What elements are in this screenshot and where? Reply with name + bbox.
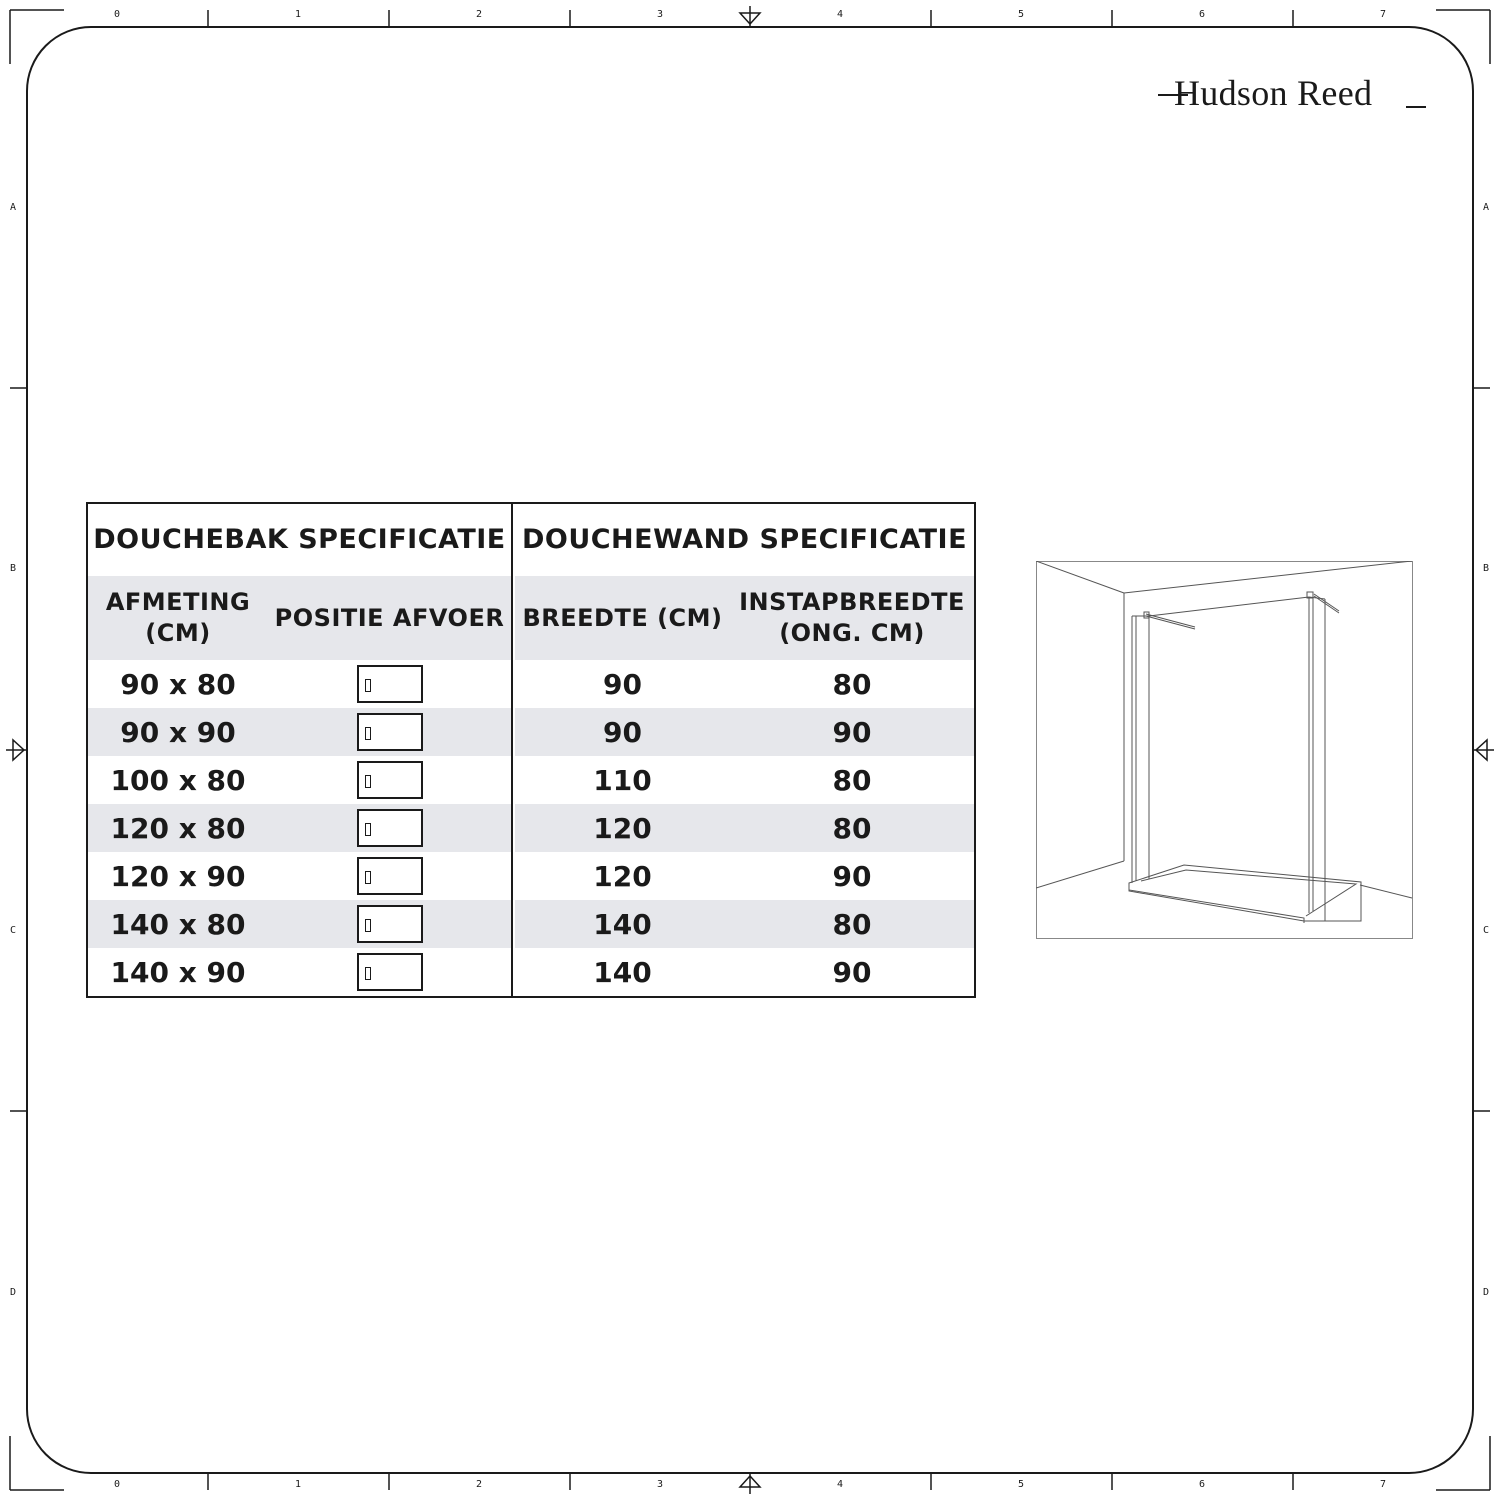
drain-position-icon <box>357 857 423 895</box>
shower-tray-spec-panel <box>88 504 513 996</box>
entry-width: 90 <box>832 955 872 989</box>
drain-position-icon <box>357 665 423 703</box>
entry-width: 80 <box>832 667 872 701</box>
table-row <box>88 852 511 900</box>
shower-tray-header-row <box>88 576 511 660</box>
entry-width: 80 <box>832 763 872 797</box>
table-row <box>515 804 974 852</box>
column-label-top: 5 <box>1018 9 1025 20</box>
tray-size: 120 x 80 <box>110 811 246 845</box>
drain-position-cell <box>268 756 511 804</box>
shower-wall-header-row <box>515 576 974 660</box>
brand-logo <box>1158 70 1428 116</box>
shower-wall-spec-title: DOUCHEWAND SPECIFICATIE <box>521 523 968 555</box>
brand-name: Hudson Reed <box>1174 73 1373 113</box>
column-label-bottom: 3 <box>657 1479 664 1490</box>
column-label-bottom: 6 <box>1199 1479 1206 1490</box>
tray-size: 140 x 80 <box>110 907 246 941</box>
table-row <box>88 756 511 804</box>
tray-size: 90 x 80 <box>120 667 236 701</box>
table-row <box>515 708 974 756</box>
table-row <box>515 756 974 804</box>
table-row <box>88 804 511 852</box>
table-row <box>88 900 511 948</box>
wall-width: 140 <box>593 955 652 989</box>
column-label-top: 3 <box>657 9 664 20</box>
entry-width: 80 <box>832 907 872 941</box>
row-label-left: B <box>10 563 17 574</box>
drain-position-icon <box>357 809 423 847</box>
walk-in-shower-enclosure-drawing <box>1036 561 1413 939</box>
shower-tray-spec-title: DOUCHEBAK SPECIFICATIE <box>93 523 506 555</box>
row-label-left: C <box>10 925 17 936</box>
row-label-right: D <box>1483 1287 1490 1298</box>
tray-size: 120 x 90 <box>110 859 246 893</box>
table-row <box>515 900 974 948</box>
entry-width: 90 <box>832 715 872 749</box>
row-label-right: B <box>1483 563 1490 574</box>
drain-position-icon <box>357 713 423 751</box>
drain-position-cell <box>268 948 511 996</box>
row-label-right: C <box>1483 925 1490 936</box>
drain-position-icon <box>357 905 423 943</box>
table-row <box>88 660 511 708</box>
column-label-bottom: 4 <box>837 1479 844 1490</box>
table-row <box>515 948 974 996</box>
wall-width: 90 <box>603 667 642 701</box>
shower-wall-spec-panel <box>515 504 974 996</box>
wall-width: 90 <box>603 715 642 749</box>
table-row <box>88 948 511 996</box>
column-label-bottom: 2 <box>476 1479 483 1490</box>
wall-width: 120 <box>593 859 652 893</box>
logo-rule-right <box>1406 106 1426 108</box>
wall-width: 110 <box>593 763 652 797</box>
tray-size: 90 x 90 <box>120 715 236 749</box>
column-label-bottom: 0 <box>114 1479 121 1490</box>
entry-width: 80 <box>832 811 872 845</box>
shower-wall-rows <box>515 660 974 996</box>
specification-table <box>86 502 976 998</box>
drain-position-icon <box>357 761 423 799</box>
table-row <box>88 708 511 756</box>
row-label-right: A <box>1483 202 1490 213</box>
column-label-bottom: 7 <box>1380 1479 1387 1490</box>
column-label-top: 4 <box>837 9 844 20</box>
drain-position-cell <box>268 804 511 852</box>
row-label-left: D <box>10 1287 17 1298</box>
shower-tray-rows <box>88 660 511 996</box>
drain-position-icon <box>357 953 423 991</box>
drain-position-cell <box>268 660 511 708</box>
header-dimensions: AFMETING (CM) <box>105 588 251 647</box>
header-entry-width: INSTAPBREEDTE (ONG. CM) <box>739 588 965 647</box>
drain-position-cell <box>268 708 511 756</box>
drain-position-cell <box>268 900 511 948</box>
header-width: BREEDTE (CM) <box>522 603 723 632</box>
wall-width: 140 <box>593 907 652 941</box>
entry-width: 90 <box>832 859 872 893</box>
tray-size: 140 x 90 <box>110 955 246 989</box>
column-label-top: 2 <box>476 9 483 20</box>
header-drain-position: POSITIE AFVOER <box>274 603 505 632</box>
column-label-top: 7 <box>1380 9 1387 20</box>
table-row <box>515 660 974 708</box>
tray-size: 100 x 80 <box>110 763 246 797</box>
drain-position-cell <box>268 852 511 900</box>
column-label-bottom: 1 <box>295 1479 302 1490</box>
column-label-bottom: 5 <box>1018 1479 1025 1490</box>
column-label-top: 6 <box>1199 9 1206 20</box>
column-label-top: 0 <box>114 9 121 20</box>
column-label-top: 1 <box>295 9 302 20</box>
wall-width: 120 <box>593 811 652 845</box>
table-row <box>515 852 974 900</box>
row-label-left: A <box>10 202 17 213</box>
